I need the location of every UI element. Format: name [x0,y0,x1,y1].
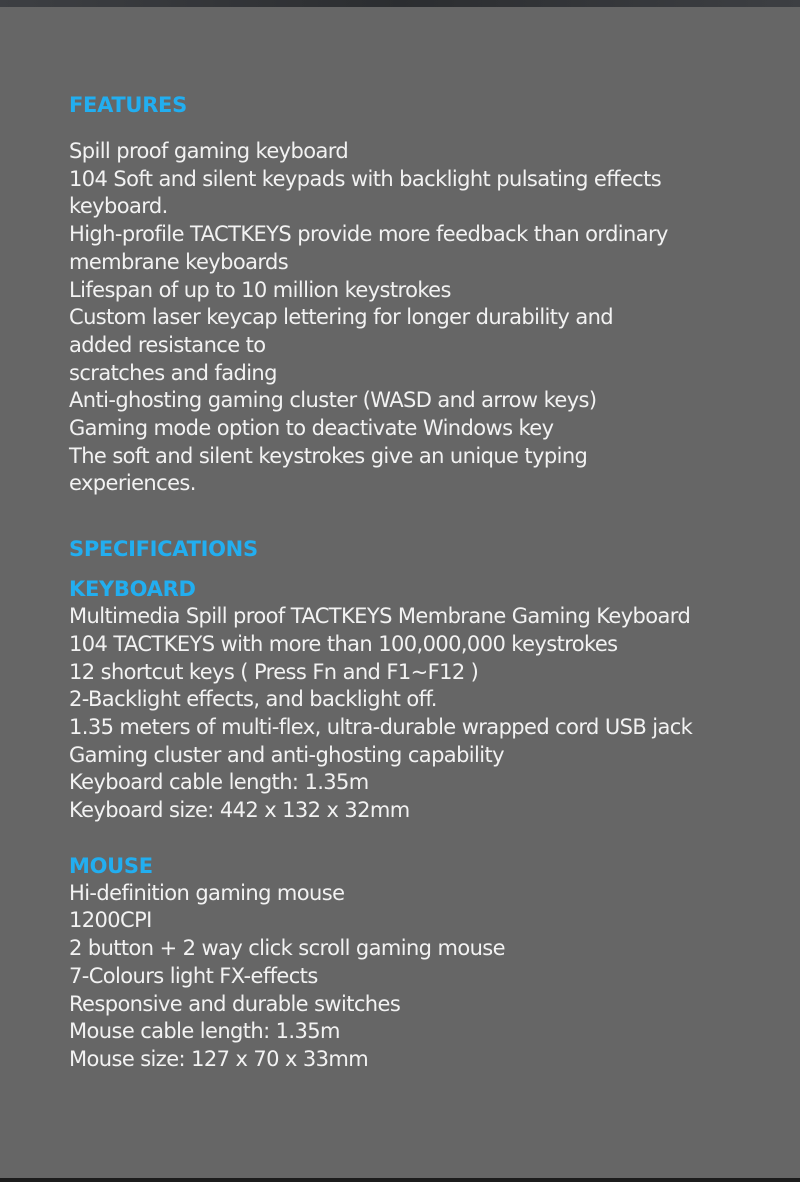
feature-line: Custom laser keycap lettering for longer durability and [69,305,614,330]
keyboard-spec-line: 2-Backlight effects, and backlight off. [69,687,437,712]
keyboard-heading: KEYBOARD [69,577,196,602]
top-edge-bar [0,0,800,7]
feature-line: experiences. [69,471,196,496]
features-list [69,138,784,498]
keyboard-spec-line: 1.35 meters of multi-flex, ultra-durable wrapped cord USB jack [69,714,693,739]
specifications-heading: SPECIFICATIONS [69,537,258,562]
keyboard-spec-line: Gaming cluster and anti-ghosting capability [69,742,504,767]
feature-line: Spill proof gaming keyboard [69,139,349,163]
keyboard-spec-line: Keyboard size: 442 x 132 x 32mm [69,798,410,823]
mouse-spec-line: Mouse cable length: 1.35m [69,1019,340,1044]
keyboard-spec-line: Multimedia Spill proof TACTKEYS Membrane Gaming Keyboard [69,604,691,629]
mouse-heading: MOUSE [69,853,153,878]
keyboard-spec-line: Keyboard cable length: 1.35m [69,770,369,795]
keyboard-spec-line: 12 shortcut keys ( Press Fn and F1~F12 ) [69,659,479,684]
mouse-spec-list [69,880,784,1074]
keyboard-spec-line: 104 TACTKEYS with more than 100,000,000 keystrokes [69,631,618,656]
mouse-spec-line: 1200CPI [69,908,152,933]
product-spec-document [69,92,784,1074]
feature-line: scratches and fading [69,360,277,385]
feature-line: The soft and silent keystrokes give an unique typing [69,443,588,468]
feature-line: Lifespan of up to 10 million keystrokes [69,277,451,302]
feature-line: 104 Soft and silent keypads with backlight pulsating effects [69,166,662,191]
keyboard-spec-list [69,603,784,825]
mouse-spec-line: Responsive and durable switches [69,991,401,1016]
feature-line: keyboard. [69,194,168,219]
features-heading: FEATURES [69,93,187,117]
mouse-spec-line: Mouse size: 127 x 70 x 33mm [69,1046,369,1071]
feature-line: Gaming mode option to deactivate Windows key [69,416,554,441]
bottom-edge-bar [0,1178,800,1182]
feature-line: Anti-ghosting gaming cluster (WASD and arrow keys) [69,388,597,413]
mouse-spec-line: Hi-definition gaming mouse [69,880,345,905]
feature-line: membrane keyboards [69,249,289,274]
feature-line: added resistance to [69,332,266,357]
feature-line: High-profile TACTKEYS provide more feedback than ordinary [69,222,668,247]
mouse-spec-line: 7-Colours light FX-effects [69,963,318,988]
mouse-spec-line: 2 button + 2 way click scroll gaming mouse [69,936,505,961]
